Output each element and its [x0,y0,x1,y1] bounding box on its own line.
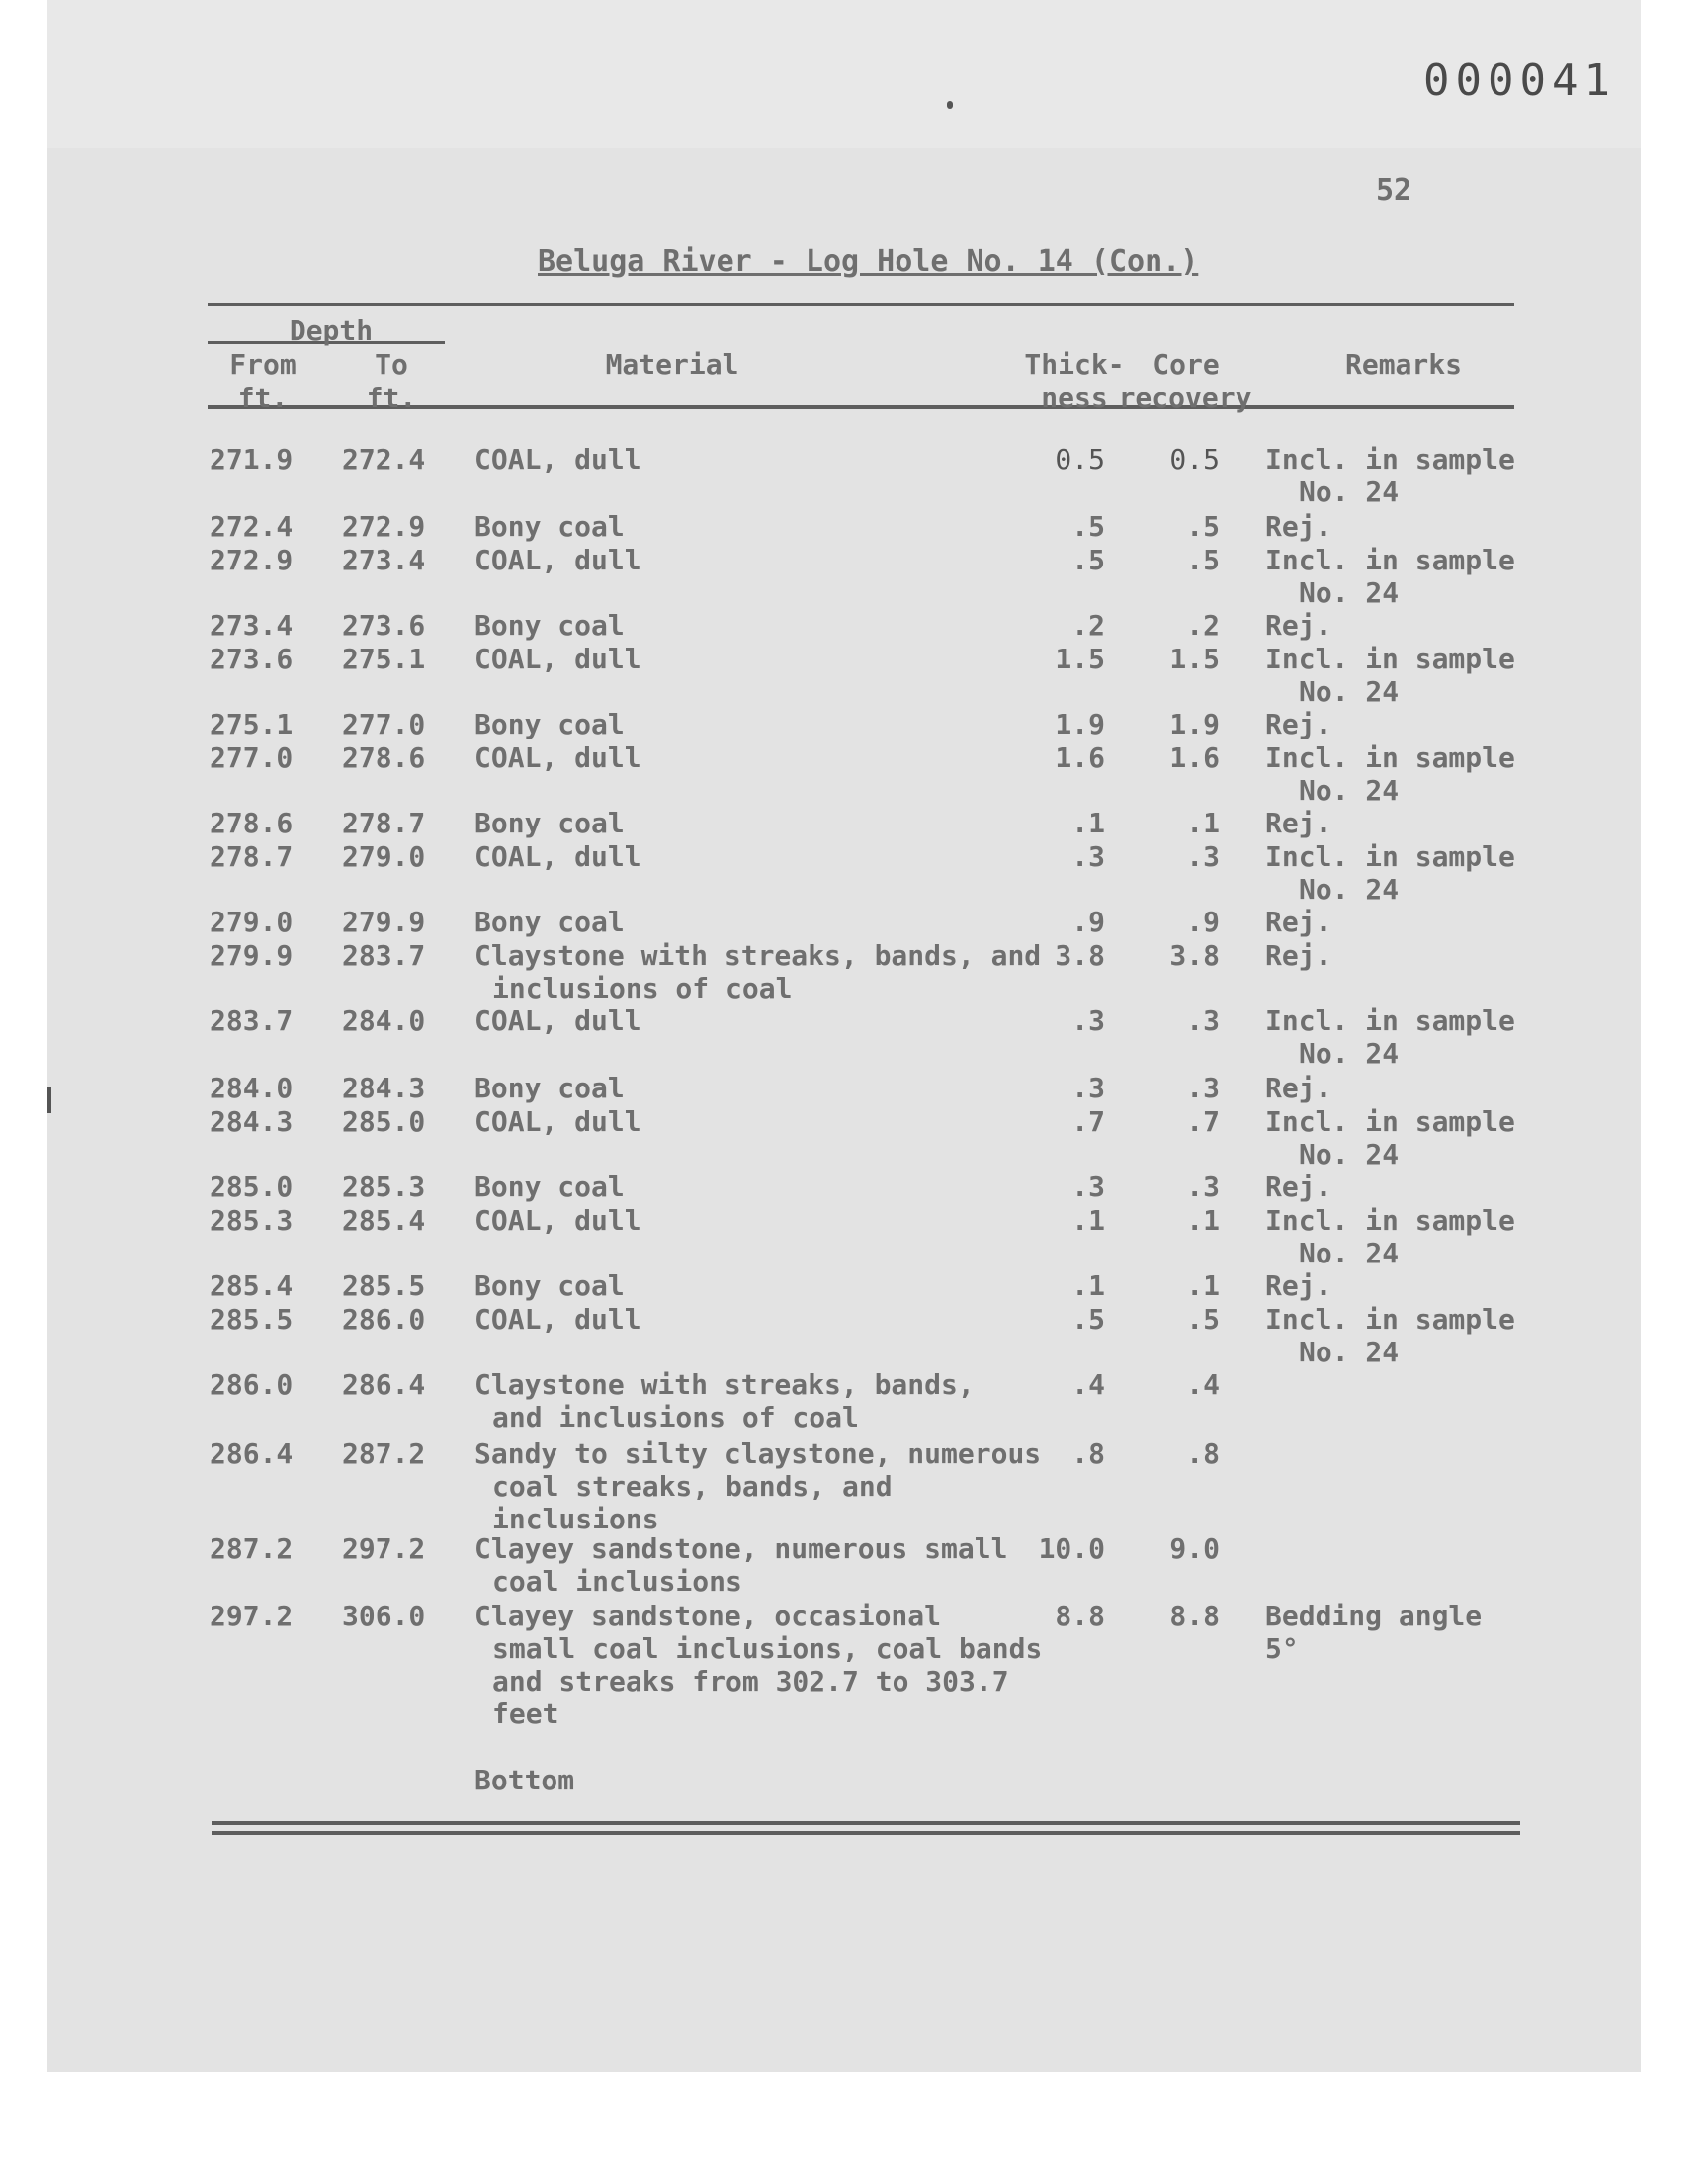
material-cell [474,544,1048,576]
depth-from-cell: 285.0 [210,1171,294,1203]
material-text: Clayey sandstone, numerous small [474,1532,1008,1565]
depth-from-cell: 278.7 [210,840,294,873]
core-recovery-cell: .2 [1186,609,1220,642]
material-cell [474,1600,1048,1730]
thickness-cell: .5 [1071,544,1105,576]
material-cell [474,1532,1048,1598]
remarks-cell [1265,1600,1522,1665]
core-recovery-cell: 8.8 [1169,1600,1220,1632]
table-row [0,643,1708,708]
remarks-continuation: No. 24 [1299,873,1400,906]
material-text: Bony coal [474,510,625,543]
material-text: Bony coal [474,708,625,740]
thickness-cell: 8.8 [1055,1600,1105,1632]
core-recovery-cell: 0.5 [1169,443,1220,476]
thickness-cell: 0.5 [1055,443,1105,476]
core-recovery-cell: .7 [1186,1105,1220,1138]
material-continuation: and inclusions of coal [492,1401,859,1434]
thickness-cell: .7 [1071,1105,1105,1138]
thickness-cell: 1.5 [1055,643,1105,675]
remarks-continuation: No. 24 [1299,1237,1400,1269]
top-rule [208,303,1514,306]
depth-from-cell: 285.5 [210,1303,294,1336]
depth-to-cell: 279.0 [342,840,426,873]
remarks-continuation: No. 24 [1299,675,1400,708]
header-to-unit: ft. [366,382,417,414]
remarks-cell [1265,741,1522,807]
depth-to-cell: 272.9 [342,510,426,543]
thickness-cell: 1.9 [1055,708,1105,740]
remarks-cell [1265,840,1522,906]
material-cell [474,840,1048,873]
remarks-cell [1265,939,1522,972]
depth-to-cell: 286.4 [342,1368,426,1401]
material-text: Bony coal [474,906,625,938]
remarks-text: Incl. in sample [1265,643,1515,675]
remarks-text: Rej. [1265,1072,1332,1104]
depth-from-cell: 287.2 [210,1532,294,1565]
header-core-2: recovery [1118,382,1252,414]
material-text: COAL, dull [474,1004,641,1037]
depth-to-cell: 285.5 [342,1269,426,1302]
depth-to-cell: 283.7 [342,939,426,972]
remarks-continuation: No. 24 [1299,774,1400,807]
depth-from-cell: 279.9 [210,939,294,972]
depth-from-cell: 273.4 [210,609,294,642]
depth-to-cell: 273.6 [342,609,426,642]
depth-from-cell: 278.6 [210,807,294,839]
core-recovery-cell: .1 [1186,807,1220,839]
core-recovery-cell: .1 [1186,1269,1220,1302]
depth-to-cell: 297.2 [342,1532,426,1565]
core-recovery-cell: 3.8 [1169,939,1220,972]
scan-mark [47,1088,51,1113]
material-cell [474,1171,1048,1203]
material-cell [474,1004,1048,1037]
bottom-rule-2 [212,1831,1520,1835]
core-recovery-cell: .5 [1186,544,1220,576]
core-recovery-cell: 1.9 [1169,708,1220,740]
material-text: Clayey sandstone, occasional [474,1600,942,1632]
material-cell [474,708,1048,740]
remarks-cell [1265,510,1522,543]
material-continuation: coal streaks, bands, and inclusions [492,1470,893,1535]
table-row [0,840,1708,906]
material-text: Claystone with streaks, bands, [474,1368,975,1401]
remarks-text: Incl. in sample [1265,544,1515,576]
footer-label: Bottom [474,1764,575,1796]
core-recovery-cell: 9.0 [1169,1532,1220,1565]
core-recovery-cell: .8 [1186,1437,1220,1470]
depth-to-cell: 306.0 [342,1600,426,1632]
material-cell [474,443,1048,476]
material-cell [474,1105,1048,1138]
thickness-cell: .3 [1071,1004,1105,1037]
depth-from-cell: 284.3 [210,1105,294,1138]
remarks-cell [1265,1072,1522,1104]
core-recovery-cell: .5 [1186,1303,1220,1336]
remarks-text: Incl. in sample [1265,1303,1515,1336]
remarks-cell [1265,443,1522,508]
table-row [0,741,1708,807]
material-text: Bony coal [474,609,625,642]
thickness-cell: .9 [1071,906,1105,938]
table-row [0,1004,1708,1070]
material-cell [474,643,1048,675]
depth-to-cell: 278.7 [342,807,426,839]
header-to: To [375,348,408,381]
header-from-unit: ft. [237,382,289,414]
depth-to-cell: 277.0 [342,708,426,740]
depth-to-cell: 286.0 [342,1303,426,1336]
depth-to-cell: 285.4 [342,1204,426,1237]
core-recovery-cell: .5 [1186,510,1220,543]
depth-from-cell: 273.6 [210,643,294,675]
remarks-text: Rej. [1265,510,1332,543]
remarks-text: Rej. [1265,1269,1332,1302]
thickness-cell: .5 [1071,510,1105,543]
page-number: 52 [1376,173,1412,208]
material-cell [474,807,1048,839]
material-text: Bony coal [474,1171,625,1203]
material-text: Claystone with streaks, bands, and [474,939,1042,972]
scan-mark [947,101,953,109]
table-row [0,1532,1708,1598]
remarks-continuation: No. 24 [1299,1336,1400,1368]
remarks-text: Incl. in sample [1265,1004,1515,1037]
thickness-cell: 10.0 [1038,1532,1105,1565]
depth-from-cell: 272.9 [210,544,294,576]
core-recovery-cell: .3 [1186,1004,1220,1037]
material-text: COAL, dull [474,840,641,873]
depth-from-cell: 284.0 [210,1072,294,1104]
depth-from-cell: 285.3 [210,1204,294,1237]
material-text: Sandy to silty claystone, numerous [474,1437,1042,1470]
depth-to-cell: 279.9 [342,906,426,938]
remarks-cell [1265,544,1522,609]
table-row [0,1105,1708,1171]
core-recovery-cell: .3 [1186,840,1220,873]
remarks-cell [1265,1303,1522,1368]
thickness-cell: .5 [1071,1303,1105,1336]
table-row [0,939,1708,1004]
depth-to-cell: 275.1 [342,643,426,675]
remarks-continuation: No. 24 [1299,576,1400,609]
depth-from-cell: 272.4 [210,510,294,543]
depth-to-cell: 285.3 [342,1171,426,1203]
material-text: COAL, dull [474,643,641,675]
remarks-cell [1265,1204,1522,1269]
remarks-continuation: No. 24 [1299,476,1400,508]
core-recovery-cell: .3 [1186,1072,1220,1104]
header-core-1: Core [1153,348,1220,381]
remarks-text: Incl. in sample [1265,443,1515,476]
depth-from-cell: 277.0 [210,741,294,774]
table-row [0,443,1708,508]
material-cell [474,741,1048,774]
thickness-cell: 1.6 [1055,741,1105,774]
material-text: COAL, dull [474,1303,641,1336]
remarks-cell [1265,1171,1522,1203]
header-depth: Depth [289,314,374,347]
core-recovery-cell: .1 [1186,1204,1220,1237]
remarks-text: Rej. [1265,939,1332,972]
header-material: Material [605,348,739,381]
bottom-rule-1 [212,1821,1520,1825]
remarks-cell [1265,807,1522,839]
core-recovery-cell: .3 [1186,1171,1220,1203]
material-cell [474,1437,1048,1535]
material-cell [474,510,1048,543]
header-thickness-2: ness [1041,382,1108,414]
remarks-text: Incl. in sample [1265,1105,1515,1138]
remarks-cell [1265,609,1522,642]
depth-from-cell: 271.9 [210,443,294,476]
thickness-cell: .1 [1071,807,1105,839]
material-text: COAL, dull [474,1105,641,1138]
material-text: COAL, dull [474,1204,641,1237]
material-text: Bony coal [474,807,625,839]
depth-from-cell: 286.0 [210,1368,294,1401]
thickness-cell: .8 [1071,1437,1105,1470]
material-cell [474,1269,1048,1302]
depth-to-cell: 287.2 [342,1437,426,1470]
material-continuation: small coal inclusions, coal bands and streaks from 302.7 to 303.7 feet [492,1632,1043,1730]
remarks-text: Rej. [1265,807,1332,839]
table-row [0,1204,1708,1269]
core-recovery-cell: 1.5 [1169,643,1220,675]
remarks-text: Rej. [1265,1171,1332,1203]
depth-to-cell: 278.6 [342,741,426,774]
remarks-cell [1265,1269,1522,1302]
document-number: 000041 [1423,55,1616,106]
depth-from-cell: 286.4 [210,1437,294,1470]
depth-from-cell: 283.7 [210,1004,294,1037]
material-cell [474,609,1048,642]
core-recovery-cell: .9 [1186,906,1220,938]
table-row [0,1368,1708,1434]
material-text: Bony coal [474,1072,625,1104]
header-remarks: Remarks [1344,348,1462,381]
remarks-text: Rej. [1265,906,1332,938]
depth-to-cell: 285.0 [342,1105,426,1138]
remarks-cell [1265,906,1522,938]
remarks-cell [1265,1105,1522,1171]
depth-to-cell: 284.3 [342,1072,426,1104]
remarks-text: Incl. in sample [1265,840,1515,873]
remarks-cell [1265,708,1522,740]
depth-from-cell: 285.4 [210,1269,294,1302]
remarks-text: Incl. in sample [1265,741,1515,774]
remarks-cell [1265,1004,1522,1070]
material-text: COAL, dull [474,544,641,576]
depth-from-cell: 297.2 [210,1600,294,1632]
core-recovery-cell: .4 [1186,1368,1220,1401]
material-cell [474,1303,1048,1336]
table-row [0,1303,1708,1368]
material-cell [474,1368,1048,1434]
material-cell [474,939,1048,1004]
remarks-text: Rej. [1265,609,1332,642]
page-title: Beluga River - Log Hole No. 14 (Con.) [538,244,1199,279]
remarks-text: Incl. in sample [1265,1204,1515,1237]
thickness-cell: .2 [1071,609,1105,642]
remarks-cell [1265,643,1522,708]
header-thickness-1: Thick- [1024,348,1125,381]
material-cell [474,1072,1048,1104]
table-row [0,1600,1708,1730]
material-cell [474,1204,1048,1237]
thickness-cell: .3 [1071,1072,1105,1104]
remarks-continuation: No. 24 [1299,1037,1400,1070]
material-text: COAL, dull [474,443,641,476]
table-row [0,544,1708,609]
thickness-cell: .3 [1071,1171,1105,1203]
depth-to-cell: 273.4 [342,544,426,576]
thickness-cell: 3.8 [1055,939,1105,972]
header-from: From [229,348,297,381]
remarks-continuation: No. 24 [1299,1138,1400,1171]
depth-to-cell: 284.0 [342,1004,426,1037]
remarks-text: Bedding angle 5° [1265,1600,1483,1665]
table-row [0,1437,1708,1535]
material-cell [474,906,1048,938]
thickness-cell: .1 [1071,1204,1105,1237]
thickness-cell: .1 [1071,1269,1105,1302]
thickness-cell: .4 [1071,1368,1105,1401]
material-continuation: coal inclusions [492,1565,742,1598]
material-text: Bony coal [474,1269,625,1302]
material-text: COAL, dull [474,741,641,774]
depth-from-cell: 279.0 [210,906,294,938]
material-continuation: inclusions of coal [492,972,793,1004]
thickness-cell: .3 [1071,840,1105,873]
remarks-text: Rej. [1265,708,1332,740]
depth-from-cell: 275.1 [210,708,294,740]
core-recovery-cell: 1.6 [1169,741,1220,774]
depth-to-cell: 272.4 [342,443,426,476]
